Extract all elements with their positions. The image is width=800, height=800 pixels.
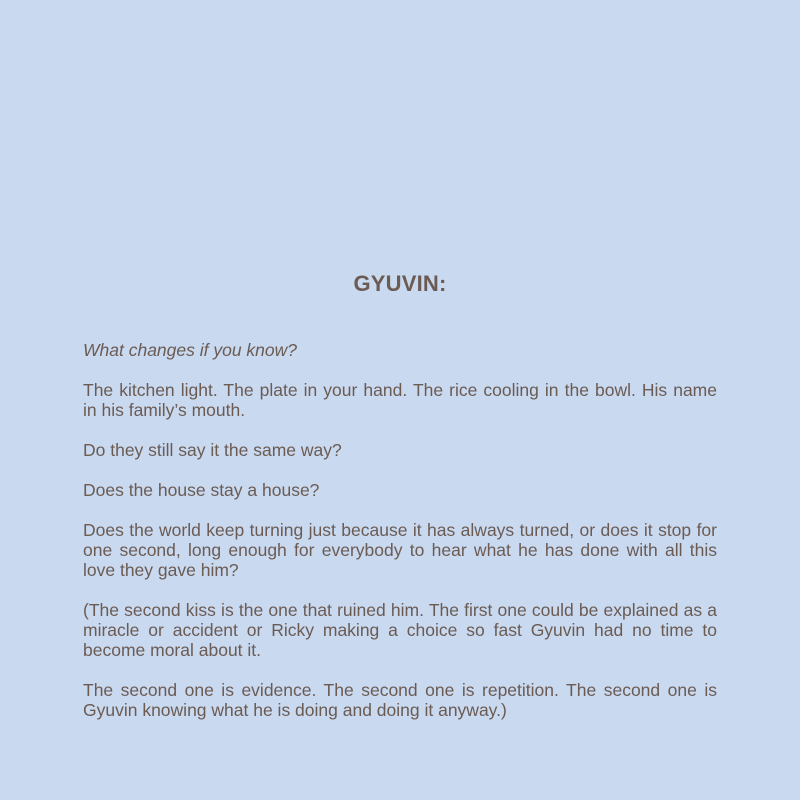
document-body: [83, 340, 717, 740]
paragraph-second-kiss: (The second kiss is the one that ruined him. The first one could be explained as a miracle or accident or Ricky making a choice so fast Gyuvin had no time to become moral about it.: [83, 600, 717, 660]
paragraph-question: What changes if you know?: [83, 340, 298, 360]
paragraph-world: Does the world keep turning just because it has always turned, or does it stop for one second, long enough for everybody to hear what he has done with all this love they gave him?: [83, 520, 717, 580]
paragraph-kitchen: The kitchen light. The plate in your hand. The rice cooling in the bowl. His name in his family’s mouth.: [83, 380, 717, 420]
paragraph-same-way: Do they still say it the same way?: [83, 440, 342, 460]
paragraph-evidence: The second one is evidence. The second one is repetition. The second one is Gyuvin knowing what he is doing and doing it anyway.): [83, 680, 717, 720]
speaker-heading: GYUVIN:: [353, 271, 447, 296]
paragraph-house: Does the house stay a house?: [83, 480, 320, 500]
